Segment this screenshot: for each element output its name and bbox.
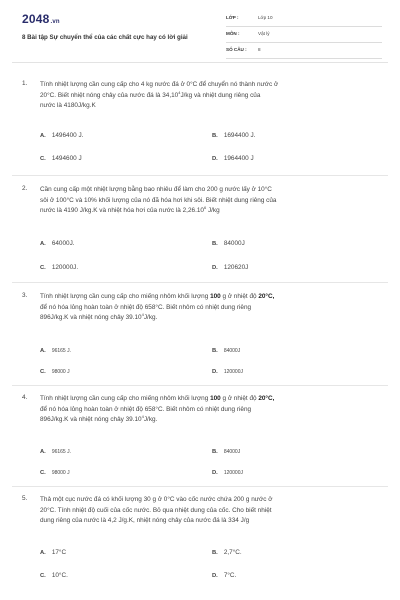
meta-value: 8 [258,47,261,52]
option-a[interactable] [40,240,75,247]
option-letter: B. [212,449,218,455]
option-b[interactable] [212,549,242,556]
question-divider [12,282,388,283]
option-text: 1964400 J [223,155,254,162]
option-text: 7°C. [223,572,237,579]
option-c[interactable] [40,264,78,271]
question-line: để nó hóa lỏng hoàn toàn ở nhiệt độ 658°C. Biết nhôm có nhiệt dung riêng [40,405,252,413]
question-line: nước là 4180J/kg.K [40,102,96,109]
site-logo[interactable] [22,12,60,26]
question-line: dung riêng của nước là 4,2 J/g.K, nhiệt nóng chảy của nước đá là 334 J/g [40,517,250,524]
meta-key: SỐ CÂU : [226,47,247,52]
question-text [40,292,380,324]
question-line: J/kg. [143,314,158,321]
option-text: 120620J [223,264,249,271]
mass-value: 100 [210,395,221,402]
option-letter: B. [212,133,218,139]
question-line: J/kg và nhiệt dung riêng của [180,91,261,99]
option-text: 96165 J. [51,348,71,354]
option-letter: D. [212,470,218,476]
option-letter: C. [40,265,46,271]
header-divider [12,62,388,63]
option-text: 120000J [223,470,243,476]
option-letter: A. [40,348,46,354]
option-a[interactable] [40,549,66,556]
question-line: 896J/kg.K và nhiệt nóng chảy 39.10 [40,314,142,321]
question-text [40,185,380,217]
mass-value: 100 [210,293,221,300]
question-line: 20°C. Tính nhiệt độ cuối của cốc nước. Bỏ qua nhiệt dung của cốc. Cho biết nhiệt [40,506,272,514]
question-line: J/kg [206,207,220,214]
question-number: 4. [22,394,28,401]
meta-key: LỚP : [226,15,239,20]
question-number: 5. [22,495,28,502]
option-c[interactable] [40,155,82,162]
option-text: 96165 J. [51,449,71,455]
question-line: sôi ở 100°C và 10% khối lượng của nó đã hóa hơi khi sôi. Biết nhiệt dung riêng của [40,196,277,204]
question-line: Tính nhiệt lượng cần cung cấp cho miếng nhôm khối lượng [40,293,211,300]
option-d[interactable] [212,572,236,579]
meta-table [226,13,382,61]
temperature-value: 20°C, [258,293,275,300]
question-text [40,495,380,527]
question-line: nước là 4190 J/kg.K và nhiệt hóa hơi của nước là 2,26.10 [40,207,204,214]
option-text: 98000 J [51,470,70,476]
question-text [40,394,380,426]
question-line: g ở nhiệt độ [220,395,259,402]
option-b[interactable] [212,240,245,247]
option-text: 120000J. [51,264,79,271]
option-letter: D. [212,156,218,162]
option-letter: C. [40,369,46,375]
option-c[interactable] [40,469,70,476]
question-line: để nó hóa lỏng hoàn toàn ở nhiệt độ 658°C. Biết nhôm có nhiệt dung riêng [40,303,252,311]
option-d[interactable] [212,368,243,375]
question-line: Cần cung cấp một nhiệt lượng bằng bao nhiêu để làm cho 200 g nước lấy ở 10°C [40,186,272,193]
superscript: 6 [203,204,207,210]
meta-row-subject [226,29,382,43]
option-letter: C. [40,573,46,579]
option-text: 64000J. [51,240,75,247]
option-b[interactable] [212,132,255,139]
option-text: 84000J [223,348,241,354]
option-text: 84000J [223,240,245,247]
option-letter: C. [40,470,46,476]
temperature-value: 20°C, [258,395,275,402]
question-line: J/kg. [143,416,158,423]
logo-main: 2048 [22,12,50,26]
option-letter: D. [212,369,218,375]
option-letter: C. [40,156,46,162]
option-letter: B. [212,348,218,354]
meta-value: Lớp 10 [258,15,273,20]
option-letter: A. [40,133,46,139]
header [0,0,400,62]
document-title: 8 Bài tập Sự chuyển thể của các chất cực hay có lời giải [22,34,188,41]
option-a[interactable] [40,132,83,139]
option-a[interactable] [40,347,71,354]
question-text [40,80,380,112]
question-line: g ở nhiệt độ [220,293,259,300]
logo-tld: .vn [50,19,60,25]
option-c[interactable] [40,368,70,375]
option-text: 1494600 J [51,155,82,162]
option-b[interactable] [212,448,240,455]
option-d[interactable] [212,264,248,271]
meta-key: MÔN : [226,31,240,36]
option-text: 17°C [51,549,67,556]
option-letter: B. [212,241,218,247]
option-b[interactable] [212,347,240,354]
option-text: 1496400 J. [51,132,84,139]
meta-value: Vật lý [258,31,270,36]
option-letter: A. [40,550,46,556]
question-line: Tính nhiệt lượng cần cung cấp cho miếng nhôm khối lượng [40,395,211,402]
question-divider [12,385,388,386]
option-c[interactable] [40,572,68,579]
option-letter: D. [212,265,218,271]
option-text: 10°C. [51,572,68,579]
question-number: 2. [22,185,28,192]
question-divider [12,175,388,176]
option-d[interactable] [212,155,254,162]
question-divider [12,486,388,487]
question-line: Thả một cục nước đá có khối lượng 30 g ở 0°C vào cốc nước chứa 200 g nước ở [40,496,273,503]
meta-row-count [226,45,382,59]
meta-row-class [226,13,382,27]
option-text: 1694400 J. [223,132,256,139]
superscript: 4 [178,89,181,95]
question-line: 20°C. Biết nhiệt nóng chảy của nước đá là 34,10 [40,91,179,99]
option-text: 84000J [223,449,241,455]
option-text: 2,7°C. [223,549,242,556]
option-text: 120000J [223,369,243,375]
option-text: 98000 J [51,369,70,375]
option-letter: A. [40,449,46,455]
superscript: 4 [141,413,144,419]
option-letter: D. [212,573,218,579]
option-letter: B. [212,550,218,556]
superscript: 4 [141,311,144,317]
question-line: 896J/kg.K và nhiệt nóng chảy 39.10 [40,416,142,423]
option-a[interactable] [40,448,71,455]
question-line: Tính nhiệt lượng cần cung cấp cho 4 kg nước đá ở 0°C để chuyển nó thành nước ở [40,81,279,88]
question-number: 3. [22,292,28,299]
option-letter: A. [40,241,46,247]
option-d[interactable] [212,469,243,476]
question-number: 1. [22,80,28,87]
